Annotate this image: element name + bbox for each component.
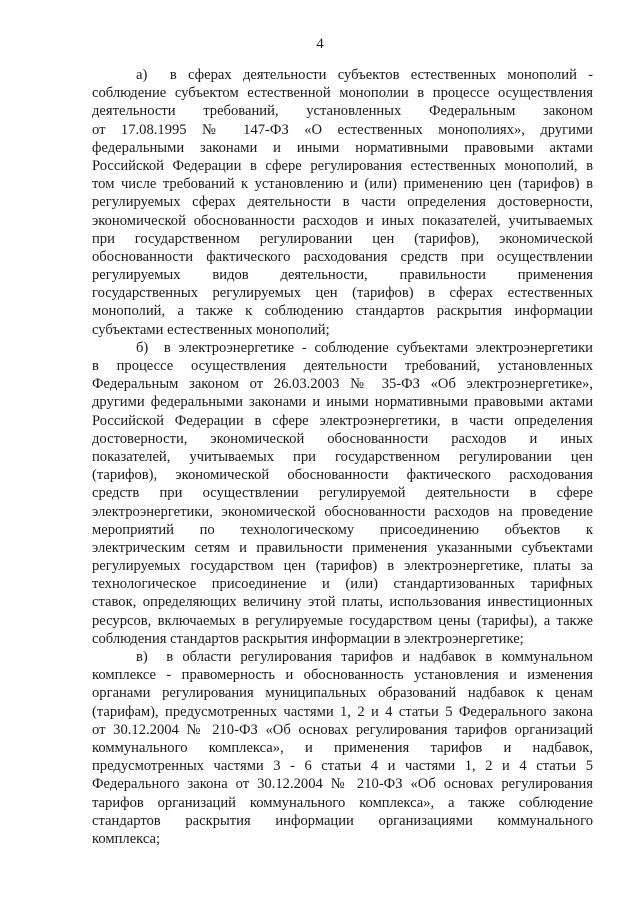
- text-line: монополий, а также к соблюдению стандартов раскрытия информации: [92, 303, 593, 320]
- text-line: Федеральным законом от 26.03.2003 № 35-ФЗ «Об электроэнергетике»,: [92, 376, 593, 393]
- text-line: регулируемых видов деятельности, правильности применения: [92, 267, 593, 284]
- text-line: коммунального комплекса», и применения тарифов и надбавок,: [92, 739, 593, 756]
- text-line: экономической обоснованности расходов и иных показателей, учитываемых: [92, 212, 593, 229]
- text-line: достоверности, экономической обоснованности расходов и иных: [92, 430, 593, 447]
- text-line: Российской Федерации в сфере регулирования естественных монополий, в: [92, 157, 593, 174]
- text-line: комплекса;: [92, 830, 161, 847]
- text-line: от 30.12.2004 № 210-ФЗ «Об основах регулирования тарифов организаций: [92, 721, 593, 738]
- page-number: 4: [316, 36, 324, 52]
- text-line: деятельности требований, установленных Федеральным законом: [92, 103, 593, 120]
- paragraph: [92, 66, 593, 339]
- document-body: [92, 66, 593, 848]
- text-line: при государственном регулировании цен (тарифов), экономической: [92, 230, 593, 247]
- text-line: (тарифов), экономической обоснованности фактического расходования: [92, 467, 593, 484]
- text-line: органами регулирования муниципальных образований надбавок к ценам: [92, 685, 593, 702]
- paragraph: [92, 339, 593, 648]
- text-line: показателей, учитываемых при государственном регулировании цен: [92, 448, 593, 465]
- text-line: обоснованности фактического расходования средств при осуществлении: [92, 248, 593, 265]
- text-line: Российской Федерации в сфере электроэнергетики, в части определения: [92, 412, 593, 429]
- text-line: том числе требований к установлению и (или) применению цен (тарифов) в: [92, 176, 593, 193]
- text-line: а) в сферах деятельности субъектов естественных монополий -: [136, 67, 593, 83]
- text-line: стандартов раскрытия информации организациями коммунального: [92, 812, 593, 829]
- text-line: от 17.08.1995 № 147-ФЗ «О естественных монополиях», другими: [92, 121, 593, 138]
- text-line: соблюдения стандартов раскрытия информации в электроэнергетике;: [92, 630, 524, 647]
- text-line: субъектами естественных монополий;: [92, 321, 330, 338]
- text-line: электрическим сетям и правильности применения указанными субъектами: [92, 539, 593, 556]
- text-line: предусмотренных частями 3 - 6 статьи 4 и частями 1, 2 и 4 статьи 5: [92, 758, 593, 775]
- text-line: федеральными законами и иными нормативными правовыми актами: [92, 139, 593, 156]
- text-line: ресурсов, включаемых в регулируемые государством цены (тарифы), а также: [92, 612, 593, 629]
- text-line: б) в электроэнергетике - соблюдение субъектами электроэнергетики: [136, 339, 593, 356]
- text-line: в процессе осуществления деятельности требований, установленных: [92, 358, 593, 374]
- text-line: мероприятий по технологическому присоединению объектов к: [92, 521, 593, 538]
- text-line: Федерального закона от 30.12.2004 № 210-ФЗ «Об основах регулирования: [92, 776, 593, 793]
- text-line: государственных регулируемых цен (тарифов) в сферах естественных: [92, 285, 593, 302]
- text-line: другими федеральными законами и иными нормативными правовыми актами: [92, 394, 593, 411]
- text-line: регулируемых государством цен (тарифов) в электроэнергетике, платы за: [92, 558, 593, 575]
- text-line: (тарифам), предусмотренных частями 1, 2 и 4 статьи 5 Федерального закона: [92, 703, 593, 720]
- text-line: регулируемых сферах деятельности в части определения достоверности,: [92, 194, 593, 211]
- text-line: соблюдение субъектом естественной монополии в процессе осуществления: [92, 85, 593, 102]
- text-line: ставок, определяющих величину этой платы, использования инвестиционных: [92, 594, 593, 611]
- text-line: технологическое присоединение и (или) стандартизованных тарифных: [92, 576, 593, 593]
- text-line: электроэнергетики, экономической обоснованности расходов на проведение: [92, 503, 593, 520]
- text-line: средств при осуществлении регулируемой деятельности в сфере: [92, 485, 593, 502]
- text-line: тарифов организаций коммунального комплекса», а также соблюдение: [92, 794, 593, 811]
- paragraph: [92, 648, 593, 848]
- text-line: в) в области регулирования тарифов и надбавок в коммунальном: [136, 649, 593, 665]
- text-line: комплексе - правомерность и обоснованность установления и изменения: [92, 667, 593, 684]
